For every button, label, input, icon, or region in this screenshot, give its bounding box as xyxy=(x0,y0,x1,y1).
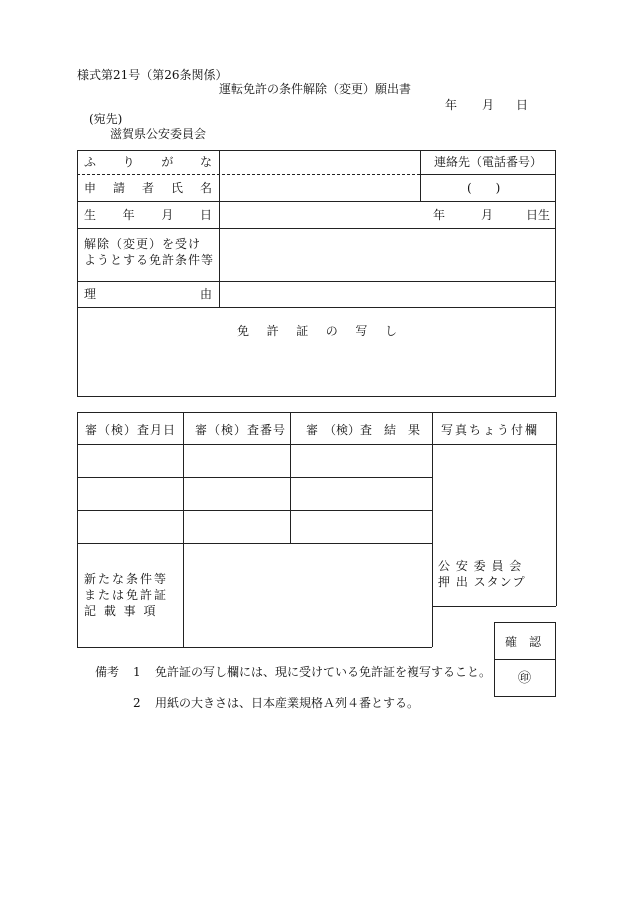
inspection-cell[interactable] xyxy=(292,512,431,542)
inspection-cell[interactable] xyxy=(185,512,289,542)
phone-field[interactable] xyxy=(422,176,555,200)
birth-month: 月 xyxy=(481,208,494,222)
new-conditions-field[interactable] xyxy=(185,545,431,646)
inspection-cell[interactable] xyxy=(79,512,182,542)
inspection-cell[interactable] xyxy=(185,479,289,509)
furigana-label: ふ り が な xyxy=(84,155,212,169)
addressee: 滋賀県公安委員会 xyxy=(110,127,207,141)
photo-area[interactable] xyxy=(434,446,555,556)
confirm-label: 確 認 xyxy=(505,635,542,649)
birthdate-label: 生 年 月 日 xyxy=(84,208,212,222)
inspection-cell[interactable] xyxy=(292,446,431,476)
col-inspection-number: 審（検）査番号 xyxy=(195,423,287,437)
inspection-cell[interactable] xyxy=(79,446,182,476)
col-inspection-date: 審（検）査月日 xyxy=(85,423,177,437)
reason-label: 理 由 xyxy=(84,287,212,301)
col-photo: 写真ちょう付欄 xyxy=(441,423,540,437)
stamp-label: 公 安 委 員 会 押 出 スタンプ xyxy=(438,559,526,589)
addressee-prefix: (宛先) xyxy=(89,112,123,126)
contact-label: 連絡先（電話番号） xyxy=(434,155,543,169)
inspection-cell[interactable] xyxy=(79,479,182,509)
date-day: 日 xyxy=(516,98,529,112)
new-conditions-label: 新たな条件等 または免許証 記 載 事 項 xyxy=(84,572,169,618)
note2-number: 2 xyxy=(133,696,141,710)
reason-field[interactable] xyxy=(221,282,555,306)
condition-label: 解除（変更）を受け ようとする免許条件等 xyxy=(84,237,215,267)
license-copy-label: 免 許 証 の 写 し xyxy=(237,324,397,338)
form-title: 運転免許の条件解除（変更）願出書 xyxy=(219,82,412,96)
notes-heading: 備考 xyxy=(95,665,120,679)
inspection-cell[interactable] xyxy=(185,446,289,476)
note2-text: 用紙の大きさは、日本産業規格Ａ列４番とする。 xyxy=(155,696,420,710)
applicant-name-label: 申 請 者 氏 名 xyxy=(84,181,212,195)
inspection-cell[interactable] xyxy=(292,479,431,509)
form-number: 様式第21号（第26条関係） xyxy=(77,68,228,82)
date-month: 月 xyxy=(482,98,495,112)
birth-year: 年 xyxy=(433,208,446,222)
condition-field[interactable] xyxy=(221,229,555,280)
applicant-name-field[interactable] xyxy=(221,176,419,200)
seal-icon[interactable]: ㊞ xyxy=(518,671,532,686)
col-inspection-result: 審 （検）査 結 果 xyxy=(306,423,421,437)
phone-paren: ( ) xyxy=(467,181,501,195)
date-year: 年 xyxy=(445,98,458,112)
furigana-field[interactable] xyxy=(221,151,419,173)
note1-text: 免許証の写し欄には、現に受けている免許証を複写すること。 xyxy=(155,665,492,679)
note1-number: 1 xyxy=(133,665,141,679)
license-copy-area[interactable] xyxy=(78,340,555,396)
birth-day: 日生 xyxy=(526,208,551,222)
